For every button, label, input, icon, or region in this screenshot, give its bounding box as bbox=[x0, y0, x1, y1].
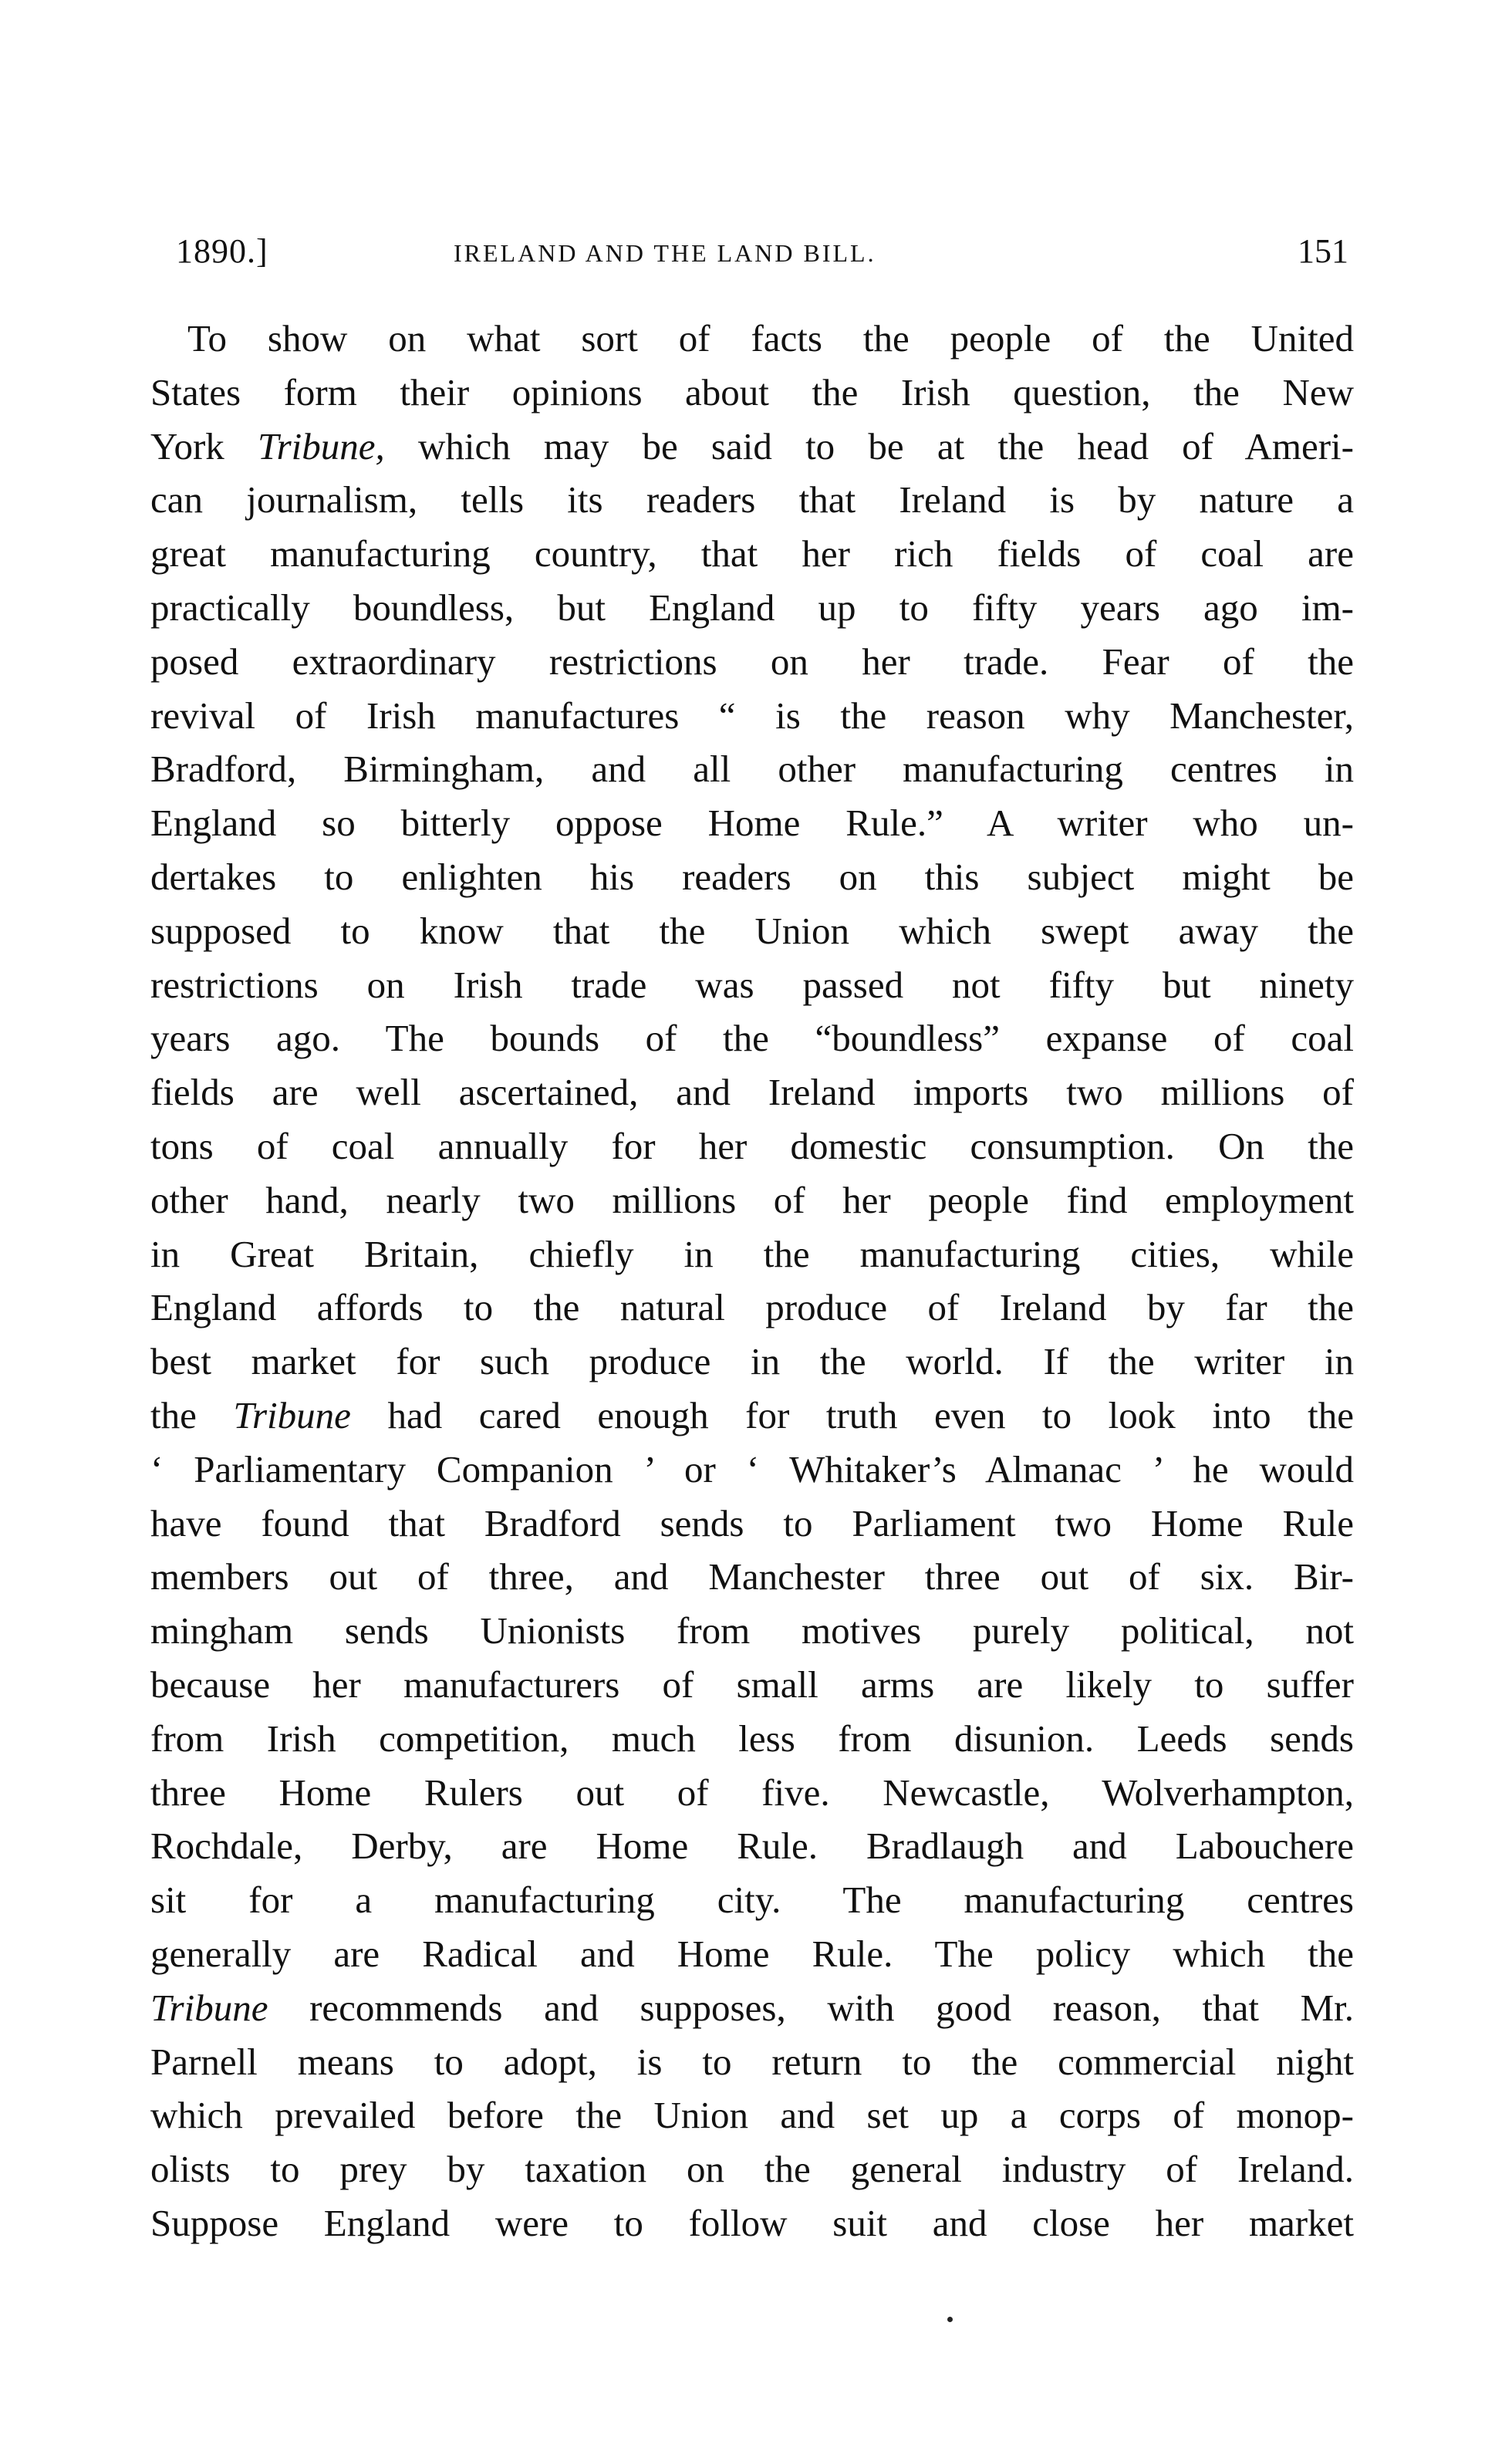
text-line: great manufacturing country, that her rich fields of coal are bbox=[150, 532, 1354, 576]
running-head bbox=[176, 231, 1348, 285]
text-line: which prevailed before the Union and set up a corps of monop- bbox=[150, 2094, 1354, 2137]
text-line: years ago. The bounds of the “boundless” expanse of coal bbox=[150, 1017, 1354, 1060]
text-line: revival of Irish manufactures “ is the reason why Manchester, bbox=[150, 694, 1354, 737]
text-line: sit for a manufacturing city. The manufacturing centres bbox=[150, 1879, 1354, 1922]
header-year: 1890.] bbox=[176, 232, 268, 270]
text-line: Suppose England were to follow suit and close her market bbox=[150, 2201, 1354, 2244]
text-line: States form their opinions about the Irish question, the New bbox=[150, 370, 1354, 414]
text-line: from Irish competition, much less from disunion. Leeds sends bbox=[150, 1717, 1354, 1760]
italic-title: Tribune, bbox=[258, 424, 385, 468]
header-title: IRELAND AND THE LAND BILL. bbox=[454, 239, 876, 267]
text-line: tons of coal annually for her domestic consumption. On the bbox=[150, 1124, 1354, 1167]
text-line: fields are well ascertained, and Ireland imports two millions of bbox=[150, 1071, 1354, 1114]
text-line: olists to prey by taxation on the general industry of Ireland. bbox=[150, 2148, 1354, 2191]
text-line: mingham sends Unionists from motives purely political, not bbox=[150, 1609, 1354, 1652]
text-line: the Tribune had cared enough for truth even to look into the bbox=[150, 1393, 1354, 1436]
text-line: restrictions on Irish trade was passed not fifty but ninety bbox=[150, 963, 1354, 1006]
text-line: have found that Bradford sends to Parliament two Home Rule bbox=[150, 1501, 1354, 1544]
body-paragraph bbox=[150, 312, 1354, 2250]
text-line: best market for such produce in the world. If the writer in bbox=[150, 1340, 1354, 1383]
text-line: England so bitterly oppose Home Rule.” A writer who un- bbox=[150, 802, 1354, 845]
text-line: England affords to the natural produce of Ireland by far the bbox=[150, 1286, 1354, 1329]
text-line: members out of three, and Manchester three out of six. Bir- bbox=[150, 1555, 1354, 1598]
text-line: ‘ Parliamentary Companion ’ or ‘ Whitaker’s Almanac ’ he would bbox=[150, 1447, 1354, 1490]
text-line: dertakes to enlighten his readers on this subject might be bbox=[150, 855, 1354, 898]
text-line: other hand, nearly two millions of her people find employment bbox=[150, 1178, 1354, 1221]
text-line: can journalism, tells its readers that Ireland is by nature a bbox=[150, 478, 1354, 522]
text-line: Parnell means to adopt, is to return to the commercial night bbox=[150, 2040, 1354, 2083]
text-line: three Home Rulers out of five. Newcastle, Wolverhampton, bbox=[150, 1771, 1354, 1814]
printer-mark bbox=[947, 2317, 953, 2322]
text-line: Bradford, Birmingham, and all other manufacturing centres in bbox=[150, 748, 1354, 791]
italic-title: Tribune bbox=[233, 1393, 351, 1436]
page-number: 151 bbox=[1298, 232, 1348, 270]
text-line: practically boundless, but England up to fifty years ago im- bbox=[150, 586, 1354, 629]
text-line: because her manufacturers of small arms are likely to suffer bbox=[150, 1663, 1354, 1706]
text-line: supposed to know that the Union which swept away the bbox=[150, 909, 1354, 952]
text-line: Rochdale, Derby, are Home Rule. Bradlaugh and Labouchere bbox=[150, 1825, 1354, 1868]
text-line: in Great Britain, chiefly in the manufacturing cities, while bbox=[150, 1232, 1354, 1275]
text-line: posed extraordinary restrictions on her trade. Fear of the bbox=[150, 640, 1354, 683]
text-line: To show on what sort of facts the people of the United bbox=[187, 317, 1354, 360]
text-line: generally are Radical and Home Rule. The policy which the bbox=[150, 1932, 1354, 1975]
italic-title: Tribune bbox=[150, 1986, 268, 2029]
text-line: York Tribune, which may be said to be at the head of Ameri- bbox=[150, 424, 1354, 468]
text-line: Tribune recommends and supposes, with good reason, that Mr. bbox=[150, 1986, 1354, 2029]
